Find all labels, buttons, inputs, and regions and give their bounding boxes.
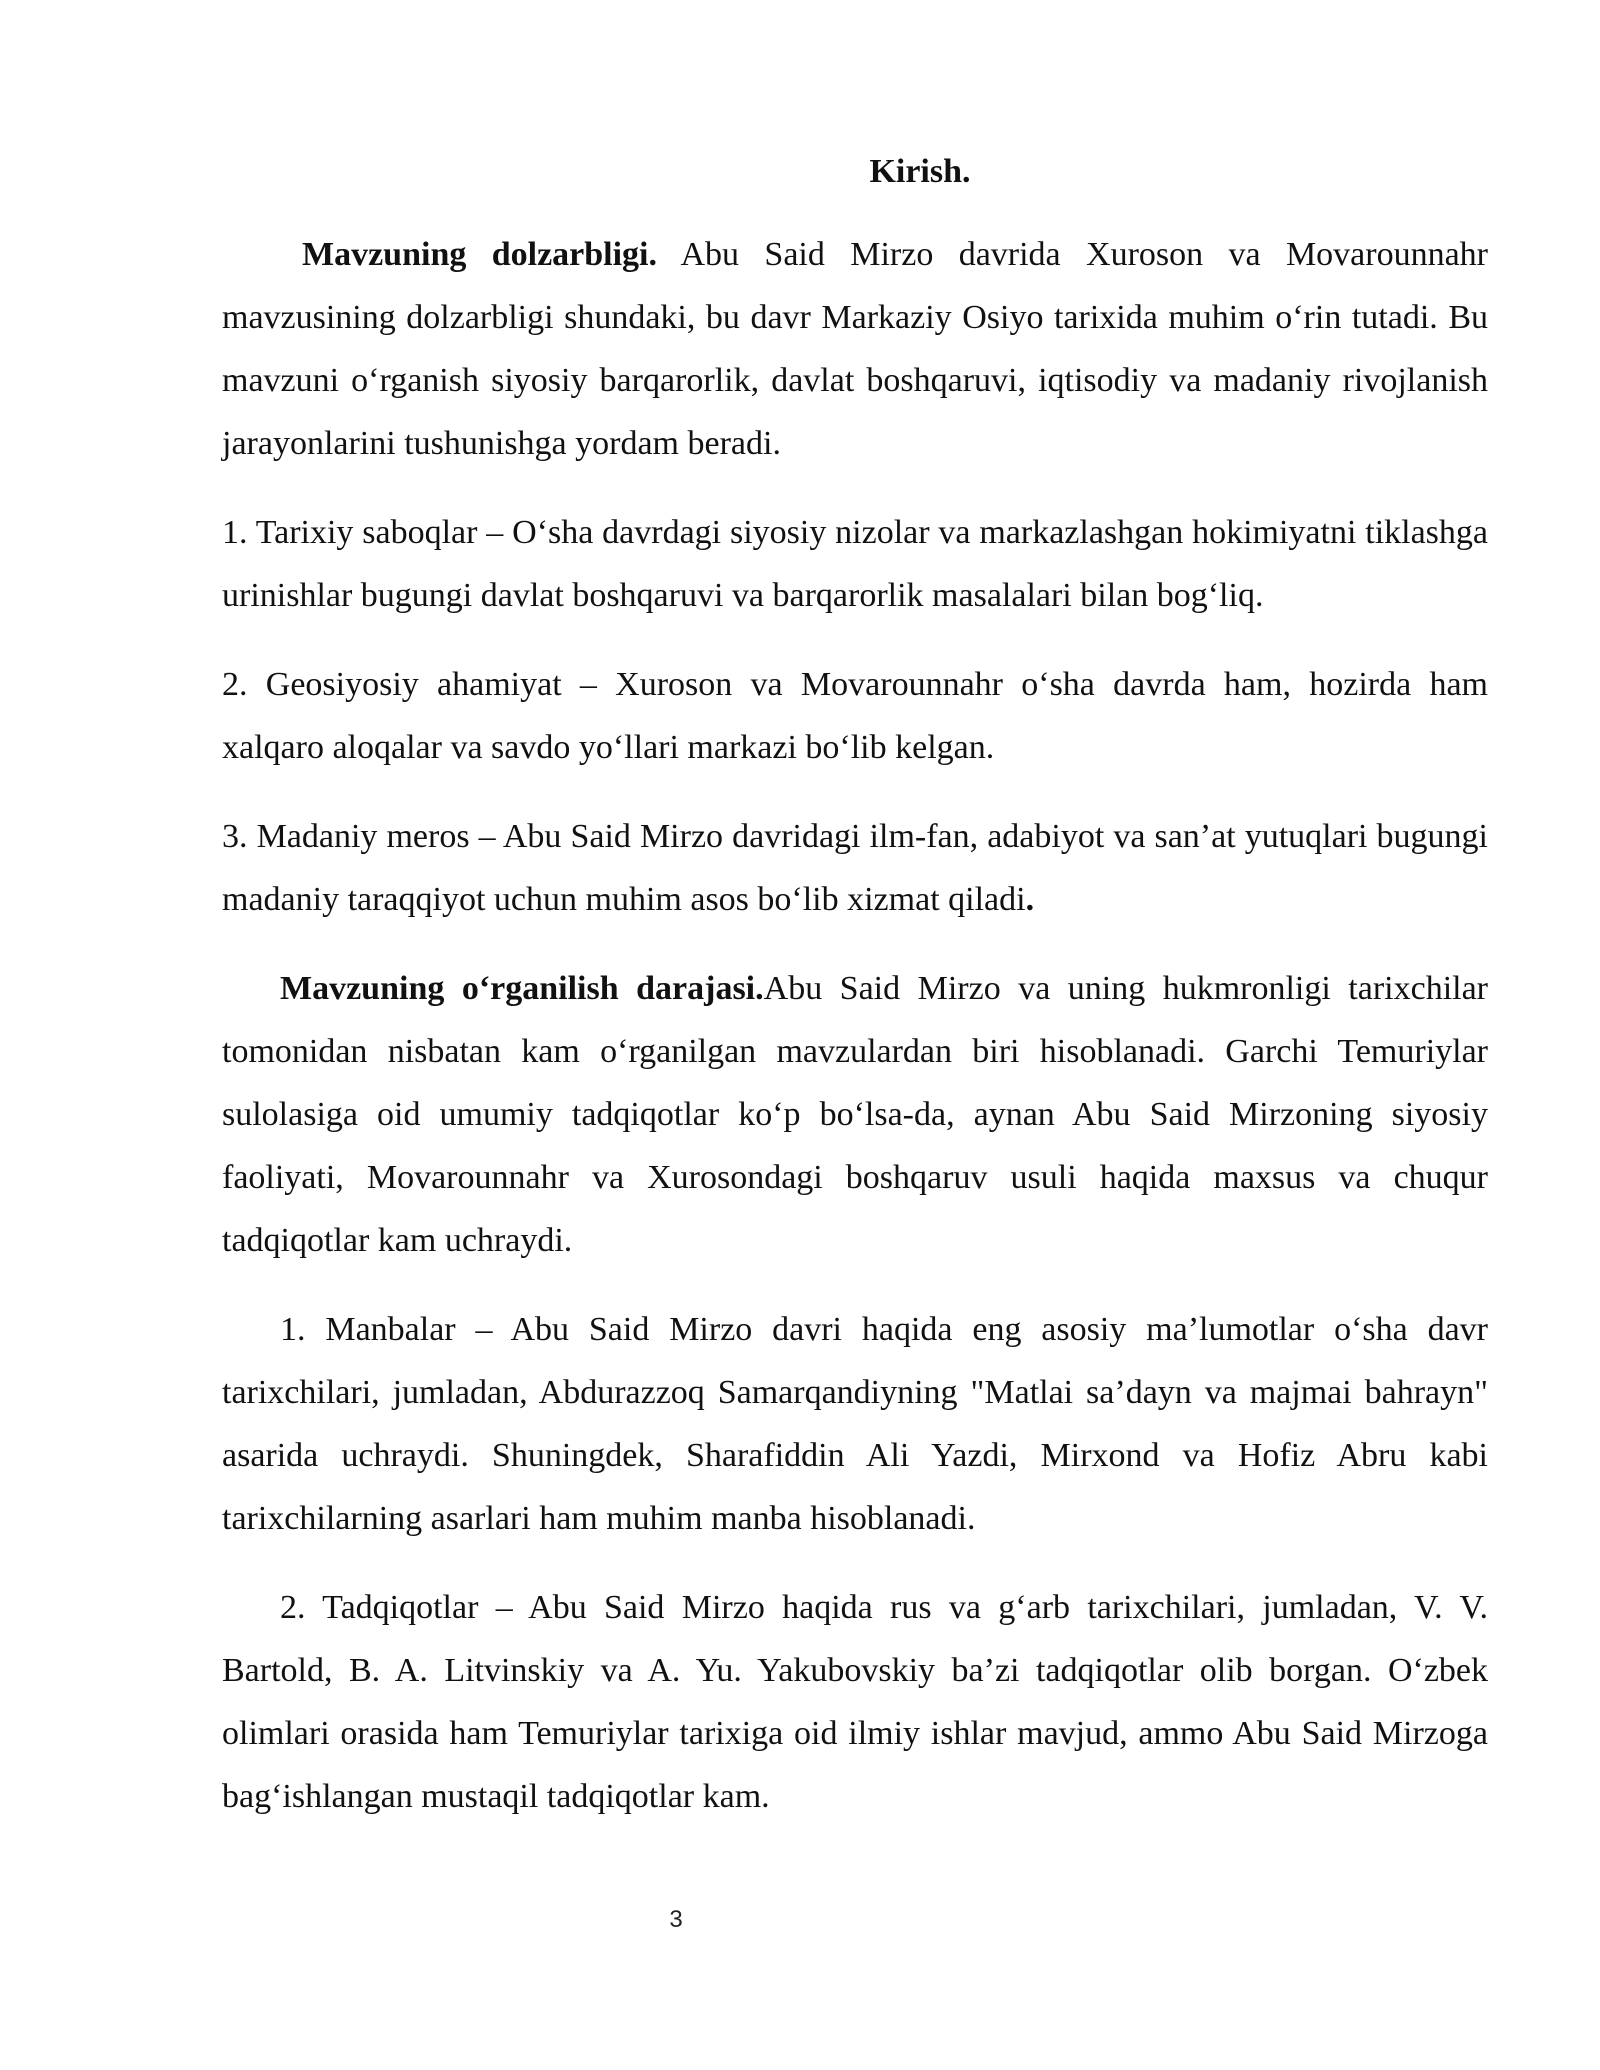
paragraph-text: 2. Tadqiqotlar – Abu Said Mirzo haqida rus va g‘arb tarixchilari, jumladan, V. V. Bartold, B. A. Litvinskiy va A. Yu. Yakubovskiy ba’zi tadqiqotlar olib borgan. O‘zbek olimlari orasida ham Temuriylar tarixiga oid ilmiy ishlar mavjud, ammo Abu Said Mirzoga bag‘ishlangan mustaqil tadqiqotlar kam. bbox=[222, 1589, 1488, 1815]
paragraph-tail: . bbox=[1025, 881, 1035, 918]
paragraph-text: Abu Said Mirzo davrida Xuroson va Movarounnahr mavzusining dolzarbligi shundaki, bu davr Markaziy Osiyo tarixida muhim o‘rin tutadi. Bu mavzuni o‘rganish siyosiy barqarorlik, davlat boshqaruvi, iqtisodiy va madaniy rivojlanish jarayonlarini tushunishga yordam beradi. bbox=[222, 236, 1489, 462]
list-item-cultural-heritage bbox=[222, 805, 1488, 931]
list-item-historical-lessons bbox=[222, 501, 1488, 627]
page-content bbox=[222, 140, 1488, 1854]
list-item-sources bbox=[222, 1298, 1488, 1550]
paragraph-heading: Mavzuning o‘rganilish darajasi. bbox=[280, 970, 764, 1007]
page-number: 3 bbox=[669, 1906, 683, 1933]
list-item-geopolitical-importance bbox=[222, 653, 1488, 779]
page-title: Kirish. bbox=[869, 153, 971, 190]
paragraph-text: Abu Said Mirzo va uning hukmronligi tarixchilar tomonidan nisbatan kam o‘rganilgan mavzulardan biri hisoblanadi. Garchi Temuriylar sulolasiga oid umumiy tadqiqotlar ko‘p bo‘lsa-da, aynan Abu Said Mirzoning siyosiy faoliyati, Movarounnahr va Xurosondagi boshqaruv usuli haqida maxsus va chuqur tadqiqotlar kam uchraydi. bbox=[222, 970, 1488, 1259]
list-item-research bbox=[222, 1576, 1488, 1828]
paragraph-text: 2. Geosiyosiy ahamiyat – Xuroson va Movarounnahr o‘sha davrda ham, hozirda ham xalqaro aloqalar va savdo yo‘llari markazi bo‘lib kelgan. bbox=[222, 666, 1488, 766]
paragraph-text: 1. Manbalar – Abu Said Mirzo davri haqida eng asosiy ma’lumotlar o‘sha davr tarixchilari, jumladan, Abdurazzoq Samarqandiyning "Matlai sa’dayn va majmai bahrayn" asarida uchraydi. Shuningdek, Sharafiddin Ali Yazdi, Mirxond va Hofiz Abru kabi tarixchilarning asarlari ham muhim manba hisoblanadi. bbox=[222, 1311, 1488, 1537]
paragraph-heading: Mavzuning dolzarbligi. bbox=[302, 236, 658, 273]
paragraph-text: 1. Tarixiy saboqlar – O‘sha davrdagi siyosiy nizolar va markazlashgan hokimiyatni tiklashga urinishlar bugungi davlat boshqaruvi va barqarorlik masalalari bilan bog‘liq. bbox=[222, 514, 1488, 614]
paragraph-relevance bbox=[222, 223, 1488, 475]
paragraph-text: 3. Madaniy meros – Abu Said Mirzo davridagi ilm-fan, adabiyot va san’at yutuqlari bugungi madaniy taraqqiyot uchun muhim asos bo‘lib xizmat qiladi bbox=[222, 818, 1488, 918]
paragraph-study-level bbox=[222, 957, 1488, 1272]
